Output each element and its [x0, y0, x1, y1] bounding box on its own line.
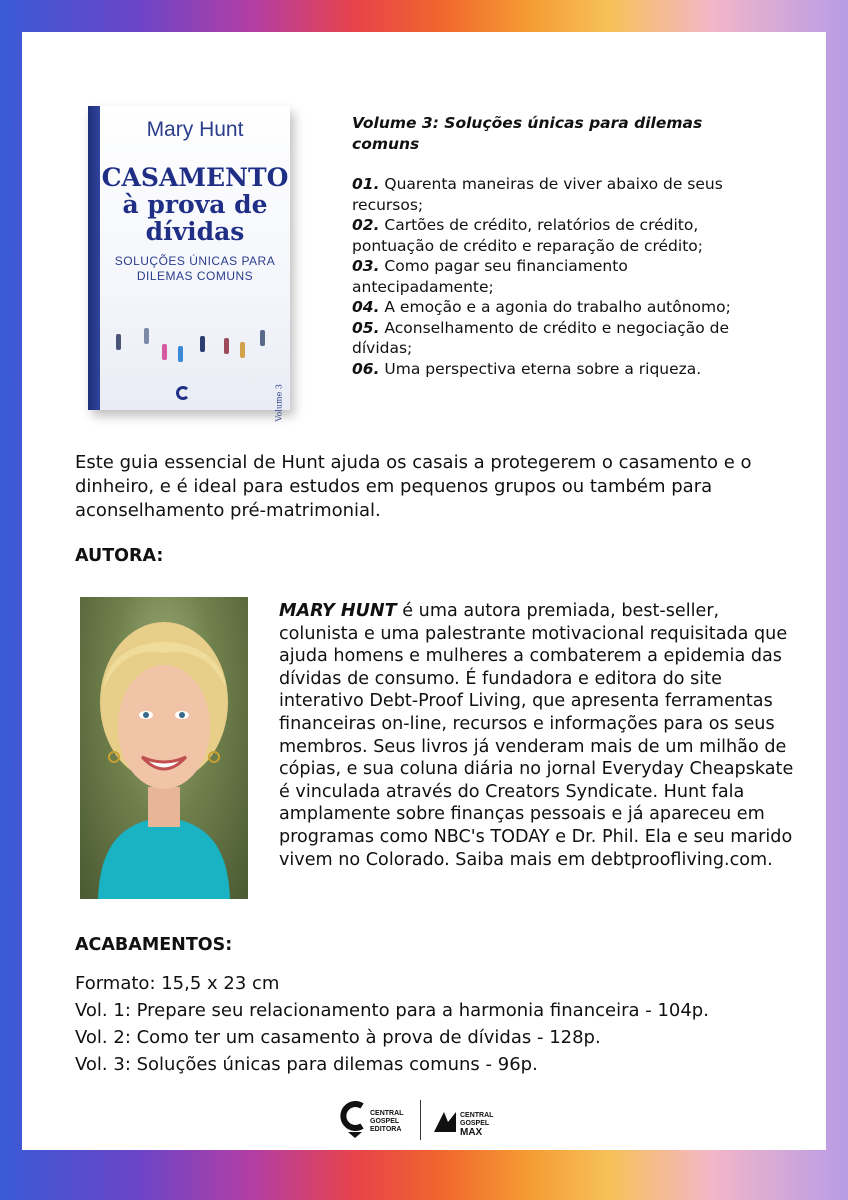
- list-item: 02. Cartões de crédito, relatórios de crédito, pontuação de crédito e reparação de crédito;: [352, 216, 703, 255]
- finish-line: Vol. 1: Prepare seu relacionamento para a harmonia financeira - 104p.: [75, 1000, 709, 1021]
- list-item: 05. Aconselhamento de crédito e negociação de dívidas;: [352, 318, 730, 357]
- logo-divider: [420, 1100, 421, 1140]
- finish-line: Formato: 15,5 x 23 cm: [75, 973, 280, 994]
- page: [22, 32, 826, 1150]
- list-item: 03. Como pagar seu financiamento antecipadamente;: [352, 257, 628, 296]
- volume-heading: Volume 3: Soluções únicas para dilemas comuns: [352, 114, 703, 153]
- publisher-logos: [340, 1100, 510, 1140]
- logo-left-text: CENTRAL GOSPEL EDITORA: [370, 1110, 404, 1133]
- author-section-title: AUTORA:: [75, 546, 164, 566]
- author-bio: MARY HUNT é uma autora premiada, best-seller, colunista e uma palestrante motivacional requisitada que ajuda homens e mulheres a combaterem a epidemia das dívidas de consumo. É fundadora e editora do site interativo Debt-Proof Living, que apresenta ferramentas financeiras on-line, recursos e informações para os seus membros. Seus livros já venderam mais de um milhão de cópias, e sua coluna diária no jornal Everyday Cheapskate é vinculada através do Creators Syndicate. Hunt fala amplamente sobre finanças pessoais e já apareceu em programas como NBC's TODAY e Dr. Phil. Ela e seu marido vivem no Colorado. Saiba mais em debtproofliving.com.: [279, 601, 794, 870]
- central-gospel-editora-logo-icon: [340, 1100, 370, 1140]
- finish-section-title: ACABAMENTOS:: [75, 935, 233, 955]
- publisher-logo-icon: [176, 386, 190, 400]
- logo-right-text: CENTRAL GOSPEL MAX: [460, 1112, 494, 1138]
- volume-contents: [352, 113, 772, 379]
- book-spine: [88, 106, 100, 410]
- finish-line: Vol. 2: Como ter um casamento à prova de dívidas - 128p.: [75, 1027, 601, 1048]
- intro-paragraph: Este guia essencial de Hunt ajuda os casais a protegerem o casamento e o dinheiro, e é ideal para estudos em pequenos grupos ou também para aconselhamento pré-matrimonial.: [75, 452, 752, 521]
- book-author: Mary Hunt: [146, 118, 244, 141]
- author-name: MARY HUNT: [279, 601, 397, 621]
- list-item: 06. Uma perspectiva eterna sobre a riqueza.: [352, 359, 702, 378]
- list-item: 01. Quarenta maneiras de viver abaixo de seus recursos;: [352, 175, 723, 214]
- book-subtitle: SOLUÇÕES ÚNICAS PARA DILEMAS COMUNS: [114, 254, 276, 283]
- book-title: CASAMENTO à prova de dívidas: [101, 163, 289, 246]
- central-gospel-max-logo-icon: [432, 1108, 458, 1134]
- finish-list: [75, 970, 795, 1078]
- author-photo: [80, 597, 248, 899]
- finish-line: Vol. 3: Soluções únicas para dilemas comuns - 96p.: [75, 1054, 538, 1075]
- list-item: 04. A emoção e a agonia do trabalho autônomo;: [352, 298, 731, 316]
- book-volume-label: Volume 3: [275, 384, 284, 422]
- book-cover: [88, 106, 290, 422]
